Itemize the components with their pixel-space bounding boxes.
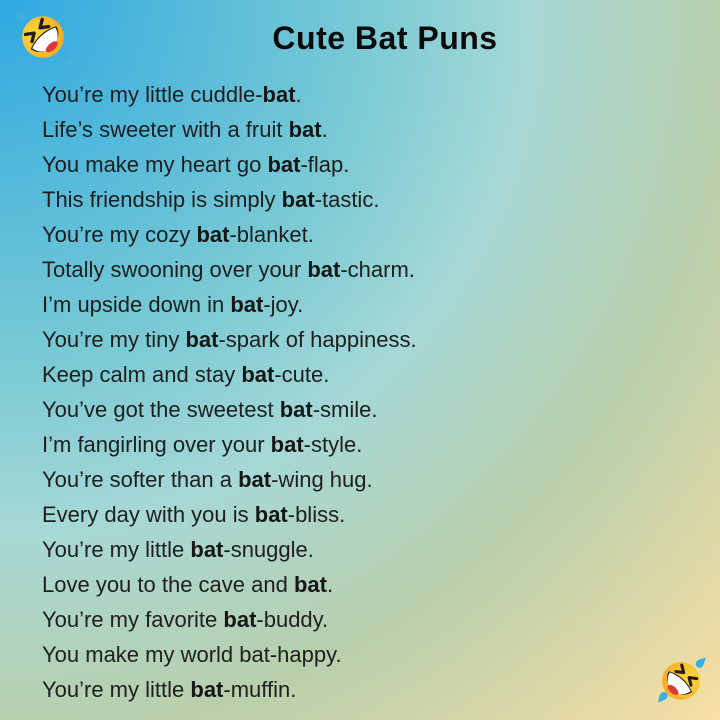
pun-text: You’re my tiny [42,327,186,352]
page-title: Cute Bat Puns [272,20,498,56]
pun-text: You’re my little cuddle- [42,82,263,107]
pun-text: Totally swooning over your [42,257,308,282]
pun-text: You make my heart go [42,152,268,177]
pun-text: -bliss. [287,502,346,527]
pun-text: -cute. [274,362,330,387]
pun-line [42,497,704,532]
pun-text: -joy. [263,292,304,317]
rofl-emoji-bottom-right [652,652,710,710]
pun-bold-word: bat [230,292,264,317]
pun-text: . [321,117,328,142]
pun-text: -smile. [312,397,378,422]
pun-text: Keep calm and stay [42,362,242,387]
pun-bold-word: bat [267,152,301,177]
pun-bold-word: bat [293,572,327,597]
pun-line [42,427,704,462]
pun-line [42,637,704,672]
puns-list [42,77,704,707]
pun-bold-word: bat [238,467,272,492]
pun-line [42,392,704,427]
pun-text: . [295,82,302,107]
pun-line [42,672,704,707]
pun-bold-word: bat [281,187,315,212]
pun-text: -flap. [300,152,350,177]
pun-bold-word: bat [190,677,224,702]
pun-text: You’re my little [42,677,191,702]
pun-text: I’m upside down in [42,292,231,317]
pun-text: -wing hug. [271,467,373,492]
pun-bold-word: bat [196,222,230,247]
pun-line [42,147,704,182]
pun-line [42,287,704,322]
pun-bold-word: bat [262,82,296,107]
pun-text: -tastic. [314,187,380,212]
pun-text: You’re my little [42,537,191,562]
pun-text: -snuggle. [223,537,314,562]
pun-bold-word: bat [223,607,257,632]
pun-text: . [326,572,334,597]
pun-text: -blanket. [229,222,314,247]
pun-line [42,112,704,147]
pun-line [42,462,704,497]
pun-text: Life’s sweeter with a fruit [42,117,289,142]
pun-line [42,217,704,252]
pun-line [42,602,704,637]
pun-text: -spark of happiness. [218,327,417,352]
pun-bold-word: bat [270,432,304,457]
pun-bold-word: bat [307,257,341,282]
pun-text: Love you to the cave and [42,572,294,597]
pun-line [42,567,704,602]
pun-bold-word: bat [241,362,275,387]
pun-text: You’ve got the sweetest [42,397,280,422]
pun-bold-word: bat [279,397,313,422]
pun-text: You’re softer than a [42,467,239,492]
pun-text: This friendship is simply [42,187,282,212]
pun-text: -charm. [340,257,415,282]
pun-text: Every day with you is [42,502,255,527]
pun-text: -style. [303,432,363,457]
pun-text: I’m fangirling over your [42,432,271,457]
pun-line [42,357,704,392]
pun-bold-word: bat [185,327,219,352]
pun-text: -buddy. [256,607,329,632]
pun-text: You make my world bat-happy. [42,642,342,667]
pun-line [42,252,704,287]
pun-text: You’re my cozy [42,222,197,247]
pun-bold-word: bat [190,537,224,562]
pun-line [42,182,704,217]
pun-text: You’re my favorite [42,607,224,632]
pun-bold-word: bat [288,117,322,142]
pun-bold-word: bat [254,502,288,527]
pun-line [42,322,704,357]
pun-text: -muffin. [223,677,297,702]
pun-line [42,77,704,112]
pun-line [42,532,704,567]
